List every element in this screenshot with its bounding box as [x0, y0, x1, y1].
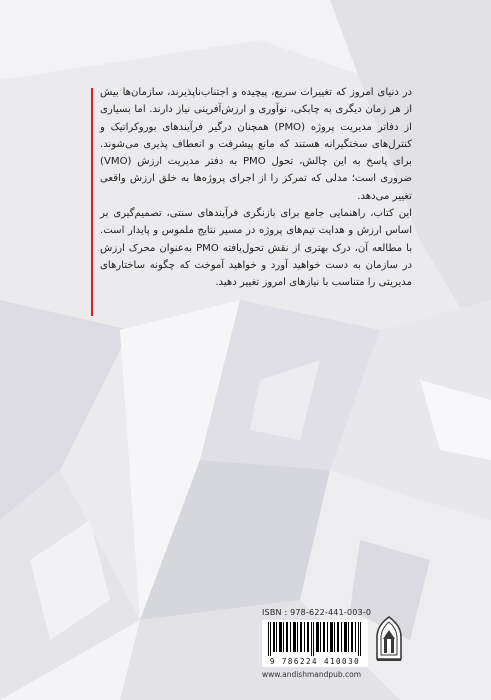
back-cover-blurb [100, 84, 412, 292]
publisher-emblem-icon [372, 615, 406, 663]
accent-bar [91, 88, 93, 316]
barcode [262, 620, 368, 667]
blurb-paragraph: در دنیای امروز که تغییرات سریع، پیچیده و اجتناب‌ناپذیرند، سازمان‌ها بیش از هر زمان دیگری به چابکی، نوآوری و ارزش‌آفرینی نیاز دارند. اما بسیاری از دفاتر مدیریت پروژه (PMO) همچنان درگیر فرآیندهای بوروکراتیک و کنترل‌های سختگیرانه هستند که مانع پیشرفت و انعطاف پذیری می‌شوند. برای پاسخ به این چالش، تحول PMO به دفتر مدیریت ارزش (VMO) ضروری است؛ مدلی که تمرکز را از اجرای پروژه‌ها به خلق ارزش واقعی تغییر می‌دهد. [100, 87, 412, 202]
barcode-bars [266, 622, 364, 656]
publisher-website: www.andishmandpub.com [262, 670, 362, 679]
barcode-number: 9 786224 410030 [269, 657, 361, 666]
blurb-paragraph: این کتاب، راهنمایی جامع برای بازنگری فرآیندهای سنتی، تصمیم‌گیری بر اساس ارزش و هدایت تیم‌های پروژه در مسیر نتایج ملموس و پایدار است. با مطالعه آن، درک بهتری از نقش تحول‌یافته PMO به‌عنوان محرک ارزش در سازمان به دست خواهید آورد و خواهید آموخت که چگونه ساختارهای مدیریتی را متناسب با نیازهای امروز تغییر دهید. [100, 208, 413, 289]
isbn-label: ISBN : 978-622-441-003-0 [262, 608, 372, 617]
